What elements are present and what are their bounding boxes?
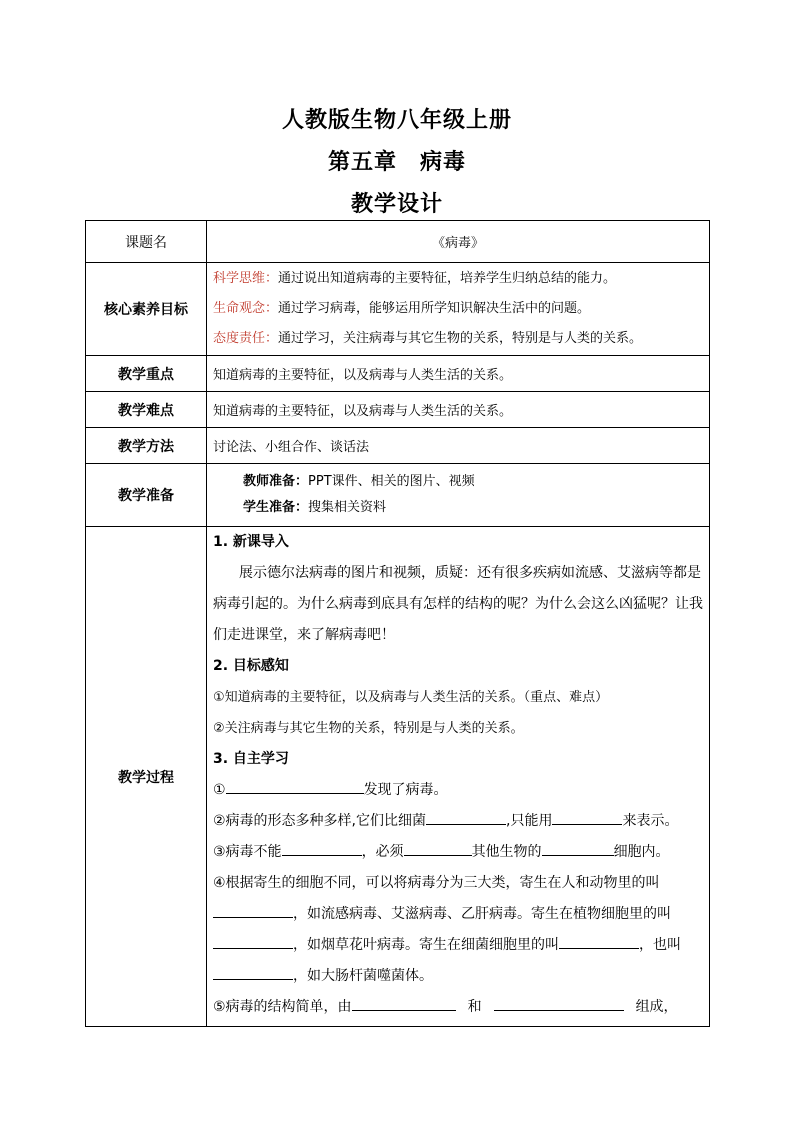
table-row-topic [86, 221, 710, 263]
question-text: ① [213, 782, 226, 798]
goal-text: 通过说出知道病毒的主要特征，培养学生归纳总结的能力。 [278, 271, 617, 286]
student-prep [213, 495, 703, 521]
goal-item [213, 294, 703, 324]
teacher-prep-text: PPT课件、相关的图片、视频 [308, 474, 475, 489]
goal-item [213, 264, 703, 294]
intro-paragraph: 展示德尔法病毒的图片和视频，质疑：还有很多疾病如流感、艾滋病等都是病毒引起的。为什么病毒到底具有怎样的结构的呢？为什么会这么凶猛呢？让我们走进课堂，来了解病毒吧！ [213, 565, 703, 643]
table-row-method [86, 428, 710, 464]
section-heading: 1. 新课导入 [213, 534, 289, 550]
question-4-cont [213, 899, 703, 930]
question-text: ③病毒不能 [213, 844, 282, 860]
document-subtitle: 教学设计 [350, 192, 443, 217]
question-text: 发现了病毒。 [363, 782, 448, 798]
question-4-cont [213, 930, 703, 961]
fill-blank [426, 810, 506, 825]
topic-label: 课题名 [86, 221, 207, 263]
method-value: 讨论法、小组合作、谈话法 [207, 428, 710, 464]
process-content [207, 527, 710, 1027]
question-text: 来表示。 [622, 813, 679, 829]
prep-label: 教学准备 [86, 464, 207, 527]
question-text: ，如大肠杆菌噬菌体。 [293, 968, 433, 984]
lesson-plan-table [85, 220, 710, 1027]
process-label: 教学过程 [86, 527, 207, 1027]
question-text: ，如烟草花叶病毒。寄生在细菌细胞里的叫 [293, 937, 559, 953]
student-prep-text: 搜集相关资料 [308, 500, 387, 515]
core-label: 核心素养目标 [86, 263, 207, 356]
question-text: ，也叫 [639, 937, 681, 953]
question-text: 其他生物的 [471, 844, 542, 860]
teacher-prep [213, 469, 703, 495]
table-row-key [86, 356, 710, 392]
question-text: ②病毒的形态多种多样,它们比细菌 [213, 813, 427, 829]
table-row-process [86, 527, 710, 1027]
teacher-prep-tag: 教师准备： [243, 474, 309, 489]
fill-blank [213, 965, 293, 980]
key-label: 教学重点 [86, 356, 207, 392]
question-text: 细胞内。 [613, 844, 670, 860]
topic-value: 《病毒》 [207, 221, 710, 263]
table-row-core [86, 263, 710, 356]
fill-blank [282, 841, 362, 856]
method-label: 教学方法 [86, 428, 207, 464]
fill-blank [213, 903, 293, 918]
goal-text: 通过学习，关注病毒与其它生物的关系，特别是与人类的关系。 [278, 331, 643, 346]
core-goals [207, 263, 710, 356]
table-row-difficulty [86, 392, 710, 428]
section-heading: 2. 目标感知 [213, 658, 289, 674]
question-4 [213, 868, 703, 899]
question-3 [213, 837, 703, 868]
question-2 [213, 806, 703, 837]
fill-blank [542, 841, 614, 856]
goal-tag: 态度责任： [213, 331, 279, 346]
question-text: ,只能用 [506, 813, 553, 829]
goal-item [213, 324, 703, 354]
goal-perception-item: ②关注病毒与其它生物的关系，特别是与人类的关系。 [213, 721, 524, 736]
key-value: 知道病毒的主要特征，以及病毒与人类生活的关系。 [207, 356, 710, 392]
difficulty-label: 教学难点 [86, 392, 207, 428]
difficulty-value: 知道病毒的主要特征，以及病毒与人类生活的关系。 [207, 392, 710, 428]
section-heading: 3. 自主学习 [213, 751, 289, 767]
fill-blank [352, 996, 456, 1011]
student-prep-tag: 学生准备： [243, 500, 309, 515]
prep-value [207, 464, 710, 527]
chapter-title: 第五章 病毒 [327, 150, 466, 175]
goal-text: 通过学习病毒，能够运用所学知识解决生活中的问题。 [278, 301, 591, 316]
goal-perception-item: ①知道病毒的主要特征，以及病毒与人类生活的关系。（重点、难点） [213, 690, 609, 705]
question-text: 和 [467, 999, 482, 1015]
question-4-cont [213, 961, 703, 992]
question-text: 组成， [635, 999, 678, 1015]
question-text: ，如流感病毒、艾滋病毒、乙肝病毒。寄生在植物细胞里的叫 [293, 906, 671, 922]
goal-tag: 科学思维： [213, 271, 279, 286]
question-5 [213, 992, 703, 1023]
document-title: 人教版生物八年级上册 [281, 108, 512, 133]
fill-blank [552, 810, 622, 825]
fill-blank [404, 841, 472, 856]
question-text: ⑤病毒的结构简单，由 [213, 999, 352, 1015]
fill-blank [226, 779, 364, 794]
table-row-prep [86, 464, 710, 527]
fill-blank [559, 934, 639, 949]
question-text: ，必须 [361, 844, 404, 860]
question-1 [213, 775, 703, 806]
fill-blank [494, 996, 624, 1011]
question-text: ④根据寄生的细胞不同，可以将病毒分为三大类，寄生在人和动物里的叫 [213, 875, 660, 891]
fill-blank [213, 934, 293, 949]
goal-tag: 生命观念： [213, 301, 279, 316]
